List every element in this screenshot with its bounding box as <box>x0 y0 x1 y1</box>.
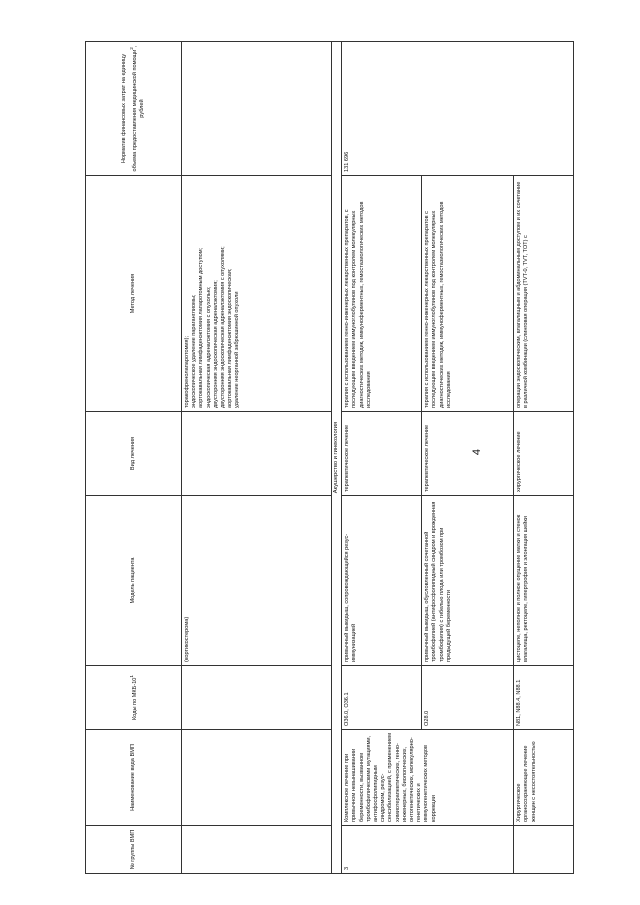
header-norm-footnote: 2 <box>128 47 134 50</box>
header-norm-text: Норматив финансовых затрат на единицу объема предоставления медицинской помощи <box>120 49 138 172</box>
table-row-group3-a <box>342 42 422 874</box>
cell-icd-codes: O28.0 <box>422 666 514 730</box>
method-line: двусторонняя эндоскопическая адреналэктомия с опухолями; <box>220 246 227 408</box>
cell-vmp-name: Комплексное лечение при привычном невынашивании беременности, вызванном тромбофилическими мутациями, антифосфолипидным синдромом, резус-сенсибилизацией, с применением химиотерапевтических, генно-инженерных, биологических, онтогенетических, молекулярно-генетических и иммуногенетических методов коррекции <box>342 730 514 826</box>
cell-patient-model: цистоцеле, неполное и полное опущение матки и стенок влагалища, ректоцеле, гипертрофия и элонгация шейки <box>514 496 574 666</box>
header-icd-footnote: 1 <box>128 674 134 678</box>
header-vmp-name: Наименование вида ВМП <box>86 730 182 826</box>
method-line: аортокавальная лимфаденэктомия эндоскопическая; <box>227 268 234 408</box>
cell-group-empty <box>514 826 574 874</box>
cell-patient-model: привычный выкидыш, обусловленный сочетанной тромбофилией (антифосфолипидный синдром и врожденная тромбофилия) с гибелью плода или тромбозом при предыдущей беременности <box>422 496 514 666</box>
cell-treatment-type: хирургическое лечение <box>514 412 574 496</box>
method-line: торакофренолапаротомия); <box>184 336 190 408</box>
cell-patient-model: (кортикостерома) <box>182 496 332 666</box>
page-number: 4 <box>471 448 484 456</box>
cell-group-empty <box>182 826 332 874</box>
cell-treatment-type-empty <box>182 412 332 496</box>
cell-treatment-method: терапия с использованием генно-инженерных лекарственных препаратов, с последующим введением иммуноглобулинов под контролем молекулярных диагностических методик, иммуноферментных, гемостазиологических методов исследования <box>342 176 422 412</box>
header-row <box>86 42 182 874</box>
header-norm <box>86 42 182 176</box>
cell-treatment-type: терапевтическое лечение <box>342 412 422 496</box>
header-treatment-type: Вид лечения <box>86 412 182 496</box>
header-icd-codes <box>86 666 182 730</box>
table-row-continued <box>182 42 332 874</box>
cell-method-list <box>182 176 332 412</box>
cell-icd-codes: N81, N88.4, N88.1 <box>514 666 574 730</box>
header-patient-model: Модель пациента <box>86 496 182 666</box>
section-title: Акушерство и гинекология <box>332 42 342 874</box>
method-line: эндоскопическая адреналэктомия с опухолью; <box>205 286 212 408</box>
header-group-no: № группы ВМП <box>86 826 182 874</box>
vmp-table <box>85 41 574 874</box>
header-norm-unit: , рублей <box>131 45 146 118</box>
cell-norm-value: 131 696 <box>342 42 574 176</box>
method-line: удаление неорганной забрюшинной опухоли <box>234 291 241 408</box>
cell-treatment-type: терапевтическое лечение <box>422 412 514 496</box>
cell-icd-codes: O36.0, O36.1 <box>342 666 422 730</box>
cell-norm-empty <box>182 42 332 176</box>
cell-codes-empty <box>182 666 332 730</box>
cell-treatment-method: операции эндоскопическим, влагалищным и абдоминальным доступом и их сочетание в различной комбинации (слинговая операция (TVT-0, TVT, TOT) с <box>514 176 574 412</box>
header-icd-codes-text: Коды по МКБ-10 <box>131 677 138 721</box>
cell-group-number: 3 <box>342 826 514 874</box>
method-line: эндоскопическое удаление параганглиомы; <box>191 294 198 408</box>
cell-treatment-method: терапия с использованием генно-инженерных лекарственных препаратов с последующим введением иммуноглобулинов под контролем молекулярных диагностических методик, иммуноферментных, гемостазиологических методов исследования <box>422 176 514 412</box>
cell-patient-model: привычный выкидыш, сопровождающийся резус-иммунизацией <box>342 496 422 666</box>
section-header-row <box>332 42 342 874</box>
cell-vmp-name: Хирургическое органосохраняющее лечение женщин с несостоятельностью <box>514 730 574 826</box>
cell-vmp-empty <box>182 730 332 826</box>
method-line: аортокавальная лимфаденэктомия лапаротомным доступом; <box>198 247 205 408</box>
header-treatment-method: Метод лечения <box>86 176 182 412</box>
method-line: двусторонняя эндоскопическая адреналэктомия; <box>212 280 219 408</box>
rotated-page <box>85 42 640 874</box>
